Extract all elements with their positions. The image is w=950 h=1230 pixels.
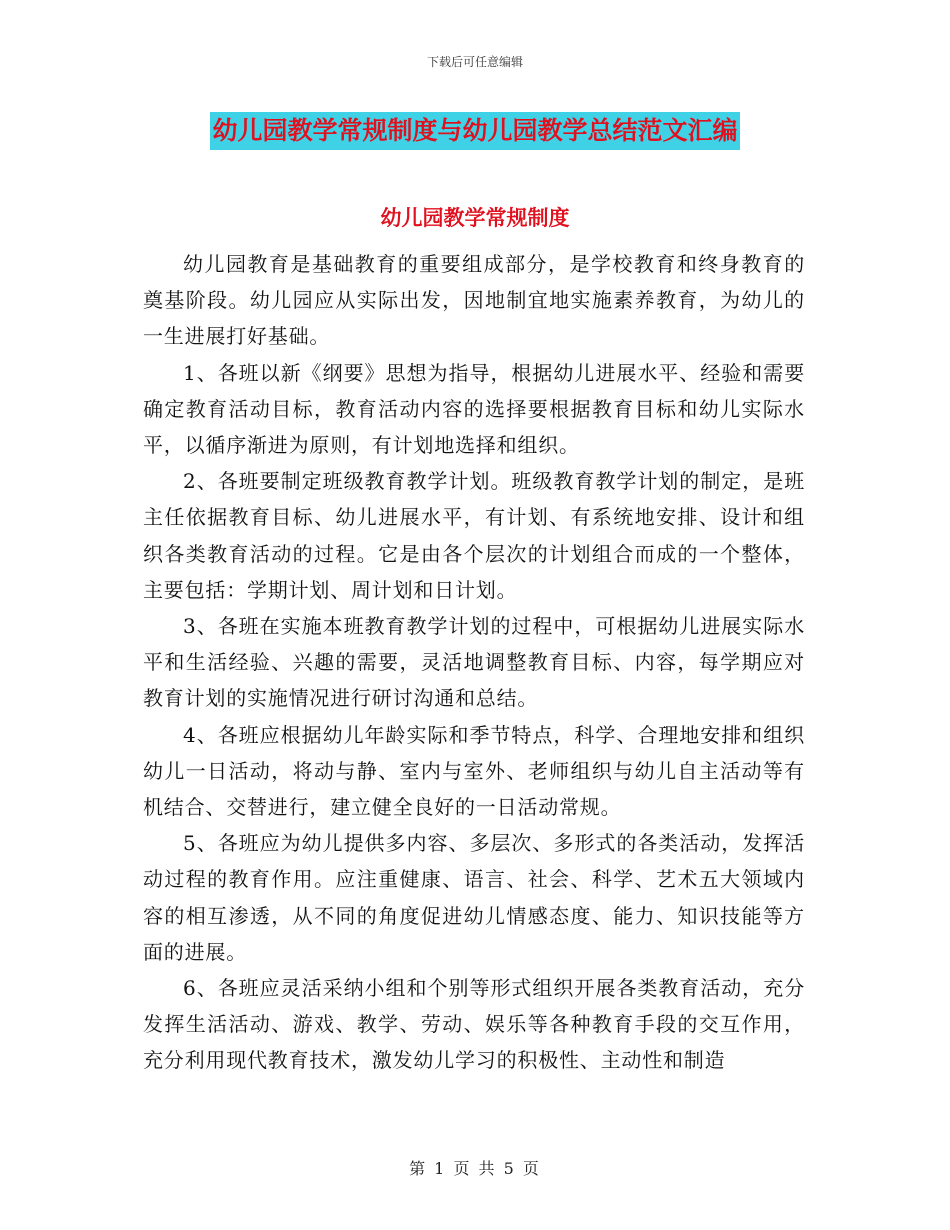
document-title (0, 112, 950, 150)
section-title: 幼儿园教学常规制度 (380, 205, 570, 230)
paragraph-item-1: 1、各班以新《纲要》思想为指导，根据幼儿进展水平、经验和需要确定教育活动目标，教育活动内容的选择要根据教育目标和幼儿实际水平，以循序渐进为原则，有计划地选择和组织。 (143, 360, 805, 458)
paragraph-intro: 幼儿园教育是基础教育的重要组成部分，是学校教育和终身教育的奠基阶段。幼儿园应从实际出发，因地制宜地实施素养教育，为幼儿的一生进展打好基础。 (143, 252, 805, 349)
header-note: 下载后可任意编辑 (426, 55, 523, 69)
paragraph-item-5: 5、各班应为幼儿提供多内容、多层次、多形式的各类活动，发挥活动过程的教育作用。应注重健康、语言、社会、科学、艺术五大领域内容的相互渗透，从不同的角度促进幼儿情感态度、能力、知识技能等方面的进展。 (143, 831, 805, 964)
page-number-footer: 第 1 页 共 5 页 (409, 1159, 541, 1178)
paragraph-item-3: 3、各班在实施本班教育教学计划的过程中，可根据幼儿进展实际水平和生活经验、兴趣的需要，灵活地调整教育目标、内容，每学期应对教育计划的实施情况进行研讨沟通和总结。 (143, 614, 805, 711)
paragraph-item-2: 2、各班要制定班级教育教学计划。班级教育教学计划的制定，是班主任依据教育目标、幼儿进展水平，有计划、有系统地安排、设计和组织各类教育活动的过程。它是由各个层次的计划组合而成的一个整体，主要包括：学期计划、周计划和日计划。 (143, 469, 805, 602)
paragraph-item-6: 6、各班应灵活采纳小组和个别等形式组织开展各类教育活动，充分发挥生活活动、游戏、教学、劳动、娱乐等各种教育手段的交互作用，充分利用现代教育技术，激发幼儿学习的积极性、主动性和制造 (143, 976, 805, 1073)
paragraph-item-4: 4、各班应根据幼儿年龄实际和季节特点，科学、合理地安排和组织幼儿一日活动，将动与静、室内与室外、老师组织与幼儿自主活动等有机结合、交替进行，建立健全良好的一日活动常规。 (143, 722, 805, 820)
document-body (143, 246, 805, 1079)
document-title-text: 幼儿园教学常规制度与幼儿园教学总结范文汇编 (210, 112, 739, 150)
